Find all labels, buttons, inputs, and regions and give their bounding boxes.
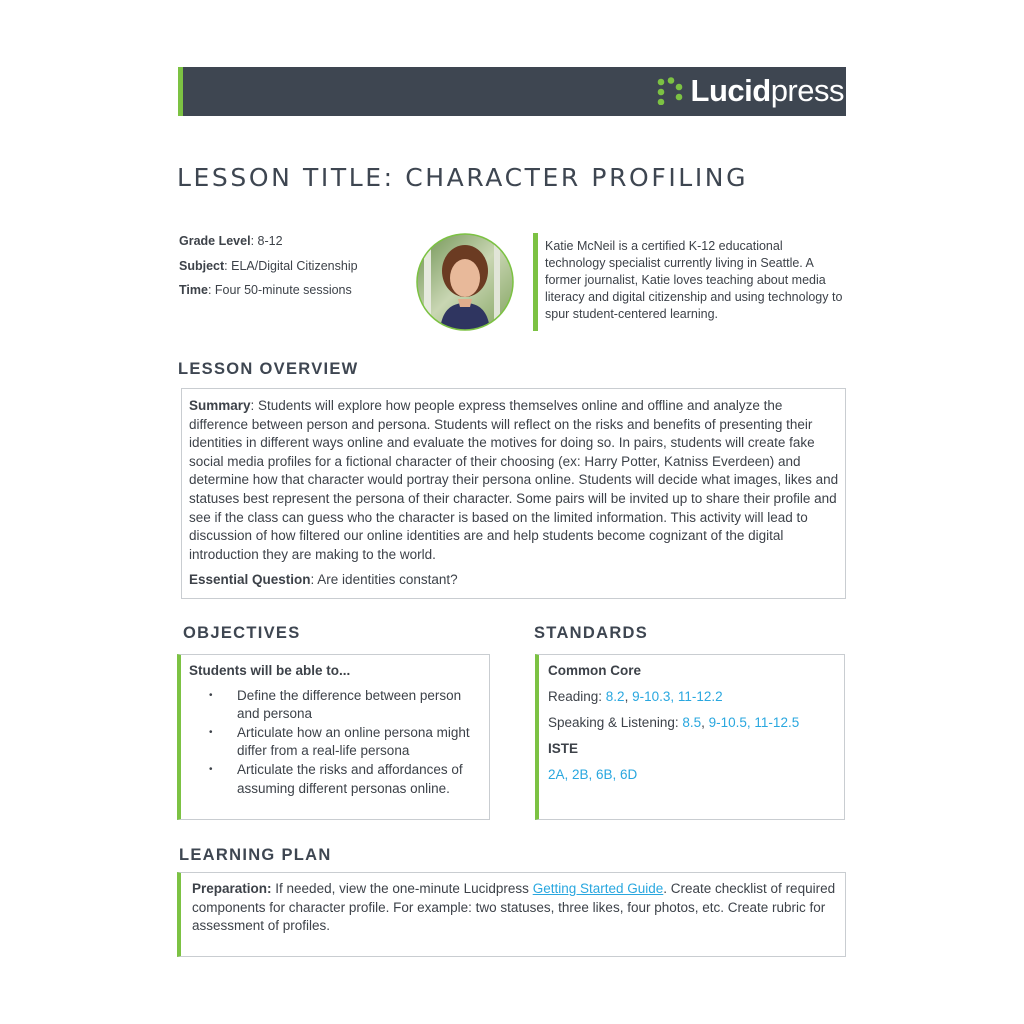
reading-standards: Reading: 8.2, 9-10.3, 11-12.2 (548, 689, 723, 704)
speaking-listening-standards: Speaking & Listening: 8.5, 9-10.5, 11-12.5 (548, 715, 800, 730)
lucidpress-wordmark: Lucidpress (690, 73, 844, 108)
iste-standards-link[interactable]: 2A, 2B, 6B, 6D (548, 767, 638, 782)
author-bio: Katie McNeil is a certified K-12 educational technology specialist currently living in Seattle. A former journalist, Katie loves teaching about media literacy and digital citizenship and using technology to spur student-centered learning. (533, 233, 843, 331)
standard-link[interactable]: 8.2 (605, 689, 625, 704)
objectives-intro: Students will be able to... (189, 663, 351, 678)
list-item: • Define the difference between person and persona (209, 687, 462, 722)
time: Time: Four 50-minute sessions (179, 283, 352, 297)
common-core-label: Common Core (548, 663, 642, 678)
list-item: • Articulate how an online persona might differ from a real-life persona (209, 724, 470, 759)
objectives-box (177, 654, 490, 820)
summary: Summary: Students will explore how people express themselves online and offline and analyze the difference between person and persona. Students will reflect on the risks and benefits of presenting their identities in different ways online and evaluate the motives for doing so. In pairs, students will create fake social media profiles for a fictional character of their choosing (ex: Harry Potter, Katniss Everdeen) and determine how that character would portray their persona online. Students will decide what images, likes and statuses best represent the persona of their character. Some pairs will be invited up to share their profile and see if the class can guess who the character is based on the limited information. This activity will lead to discussion of how filtered our online identities are and help students become cognizant of the digital introduction they are making to the world. (189, 398, 839, 562)
getting-started-guide-link[interactable]: Getting Started Guide (532, 881, 664, 896)
standard-link[interactable]: 9-10.5, 11-12.5 (708, 715, 800, 730)
subject: Subject: ELA/Digital Citizenship (179, 258, 358, 273)
learning-plan-box (177, 872, 846, 957)
lesson-meta (179, 232, 358, 306)
lesson-title: LESSON TITLE: CHARACTER PROFILING (177, 163, 749, 192)
grade-level: Grade Level: 8-12 (179, 234, 283, 248)
header-banner (178, 67, 846, 116)
lucidpress-logo[interactable] (657, 73, 844, 109)
iste-label: ISTE (548, 741, 579, 756)
essential-question: Essential Question: Are identities constant? (189, 572, 458, 588)
lesson-overview-box (181, 388, 846, 599)
objectives-list (189, 687, 483, 799)
lesson-overview-heading: LESSON OVERVIEW (178, 360, 359, 378)
objectives-heading: OBJECTIVES (183, 624, 301, 642)
lucidpress-dots-icon (657, 77, 683, 105)
standards-heading: STANDARDS (534, 624, 649, 642)
learning-plan-heading: LEARNING PLAN (179, 846, 332, 864)
preparation: Preparation: If needed, view the one-minute Lucidpress Getting Started Guide. Create checklist of required components for character profile. For example: two statuses, three likes, four photos, etc. Create rubric for assessment of profiles. (192, 881, 836, 934)
standard-link[interactable]: 8.5 (682, 715, 702, 730)
standards-box (535, 654, 845, 820)
standard-link[interactable]: 9-10.3, 11-12.2 (632, 689, 723, 704)
list-item: • Articulate the risks and affordances of assuming different personas online. (209, 761, 463, 796)
author-photo-icon (416, 233, 514, 331)
